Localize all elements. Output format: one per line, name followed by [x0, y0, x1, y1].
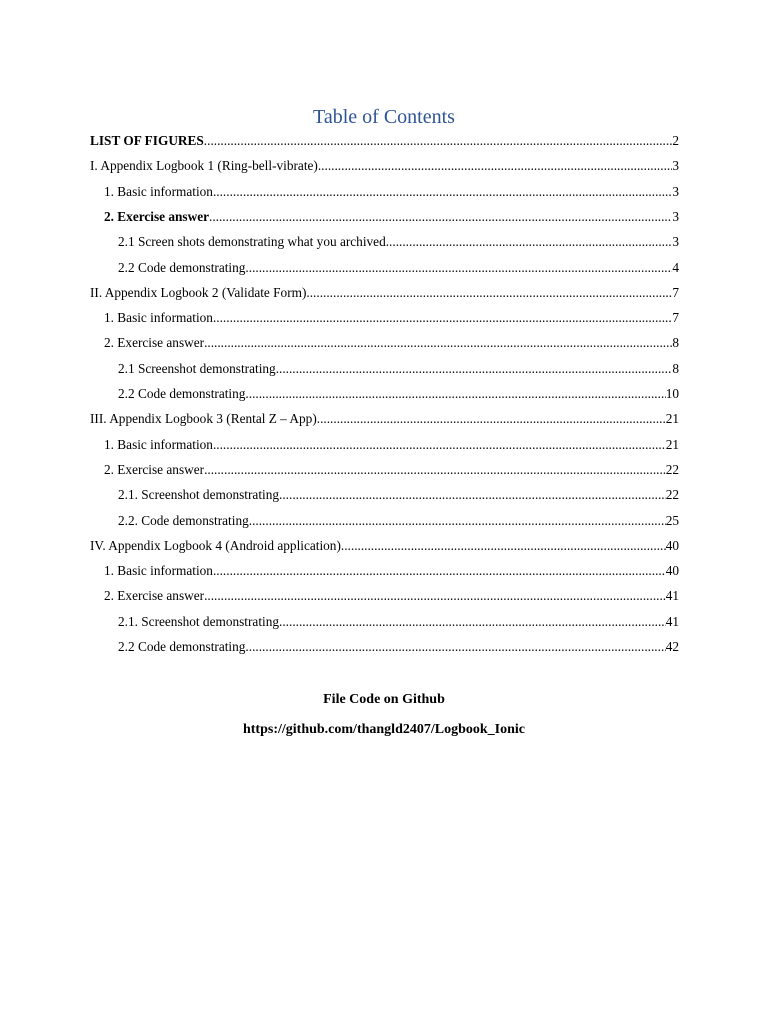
- toc-entry[interactable]: [104, 182, 679, 202]
- toc-dot-leader: [209, 207, 672, 227]
- toc-entry-label: I. Appendix Logbook 1 (Ring-bell-vibrate): [90, 158, 318, 174]
- toc-dot-leader: [213, 308, 672, 328]
- toc-entry[interactable]: [104, 460, 679, 480]
- toc-dot-leader: [245, 384, 665, 404]
- toc-entry[interactable]: [118, 485, 679, 505]
- toc-entry[interactable]: [90, 156, 679, 176]
- toc-entry-label: 2.2 Code demonstrating: [118, 259, 246, 275]
- toc-entry-page-number: 42: [665, 639, 679, 654]
- toc-entry-label: 2.1 Screen shots demonstrating what you archived: [118, 234, 386, 250]
- toc-entry[interactable]: [118, 637, 679, 657]
- toc-entry-page-number: 7: [672, 284, 679, 300]
- toc-entry-page-number: 21: [665, 411, 679, 427]
- toc-entry-page-number: 22: [665, 487, 679, 503]
- toc-entry[interactable]: [104, 207, 679, 227]
- toc-entry-label: 2. Exercise answer: [104, 588, 205, 604]
- toc-entry-label: 2. Exercise answer: [104, 208, 209, 224]
- toc-entry[interactable]: [104, 435, 679, 455]
- github-heading: File Code on Github: [323, 692, 445, 707]
- toc-title: Table of Contents: [313, 106, 455, 128]
- toc-entry-page-number: 2: [672, 133, 679, 148]
- toc-entry[interactable]: [118, 612, 679, 632]
- toc-entry-label: 1. Basic information: [104, 563, 213, 579]
- toc-entry-label: 2.1 Screenshot demonstrating: [118, 360, 276, 376]
- toc-dot-leader: [245, 637, 665, 657]
- toc-entry[interactable]: [118, 359, 679, 379]
- toc-entry[interactable]: [104, 561, 679, 581]
- toc-entry-page-number: 22: [665, 461, 679, 477]
- toc-dot-leader: [245, 258, 672, 278]
- toc-entry-page-number: 41: [665, 588, 679, 604]
- toc-entry-label: 2.2. Code demonstrating: [118, 512, 249, 528]
- toc-entry-page-number: 40: [665, 563, 679, 579]
- toc-entry[interactable]: [90, 131, 679, 151]
- toc-dot-leader: [204, 131, 673, 151]
- toc-dot-leader: [279, 485, 666, 505]
- toc-entry-label: 1. Basic information: [104, 310, 213, 326]
- toc-entry-label: III. Appendix Logbook 3 (Rental Z – App): [90, 411, 317, 427]
- toc-entry-label: 2.2 Code demonstrating: [118, 639, 246, 654]
- toc-entry-page-number: 21: [665, 436, 679, 452]
- toc-dot-leader: [386, 232, 673, 252]
- toc-dot-leader: [213, 182, 672, 202]
- toc-dot-leader: [279, 612, 666, 632]
- toc-entry-label: 2.2 Code demonstrating: [118, 386, 246, 401]
- toc-entry-label: 2. Exercise answer: [104, 461, 205, 477]
- toc-entry-page-number: 3: [672, 183, 679, 199]
- toc-dot-leader: [317, 409, 666, 429]
- toc-entry[interactable]: [90, 283, 679, 303]
- github-link[interactable]: https://github.com/thangld2407/Logbook_Ionic: [242, 722, 525, 737]
- toc-entry[interactable]: [118, 384, 679, 404]
- toc-dot-leader: [213, 561, 666, 581]
- toc-entry[interactable]: [104, 586, 679, 606]
- toc-entry-label: 2. Exercise answer: [104, 335, 205, 351]
- toc-entry[interactable]: [118, 258, 679, 278]
- toc-entry-page-number: 41: [665, 613, 679, 629]
- toc-entry[interactable]: [104, 308, 679, 328]
- toc-entry-label: 2.1. Screenshot demonstrating: [118, 487, 280, 503]
- toc-entry-label: II. Appendix Logbook 2 (Validate Form): [90, 284, 307, 300]
- toc-dot-leader: [204, 586, 666, 606]
- toc-entry-page-number: 8: [672, 360, 679, 376]
- toc-dot-leader: [249, 511, 666, 531]
- toc-entry-label: 1. Basic information: [104, 183, 213, 199]
- toc-dot-leader: [276, 359, 673, 379]
- toc-dot-leader: [318, 156, 672, 176]
- toc-entry-label: 2.1. Screenshot demonstrating: [118, 613, 280, 629]
- toc-entry-label: IV. Appendix Logbook 4 (Android application): [90, 537, 341, 553]
- toc-entry[interactable]: [118, 511, 679, 531]
- toc-entry[interactable]: [104, 333, 679, 353]
- toc-entry-label: 1. Basic information: [104, 436, 213, 452]
- toc-entry-page-number: 8: [672, 335, 679, 351]
- toc-entry-page-number: 7: [672, 310, 679, 326]
- toc-entry[interactable]: [118, 232, 679, 252]
- toc-entry[interactable]: [90, 409, 679, 429]
- toc-dot-leader: [213, 435, 666, 455]
- toc-dot-leader: [204, 333, 672, 353]
- toc-entry-page-number: 25: [665, 512, 679, 528]
- toc-entry-page-number: 3: [672, 234, 679, 250]
- toc-entry-page-number: 3: [672, 158, 679, 174]
- toc-dot-leader: [341, 536, 666, 556]
- toc-entry-page-number: 10: [665, 386, 679, 401]
- toc-entry-page-number: 4: [672, 259, 679, 275]
- toc-entry-page-number: 40: [665, 537, 679, 553]
- toc-dot-leader: [306, 283, 672, 303]
- toc-dot-leader: [204, 460, 666, 480]
- toc-entry[interactable]: [90, 536, 679, 556]
- toc-entry-page-number: 3: [672, 208, 679, 224]
- toc-entry-label: LIST OF FIGURES: [90, 133, 204, 148]
